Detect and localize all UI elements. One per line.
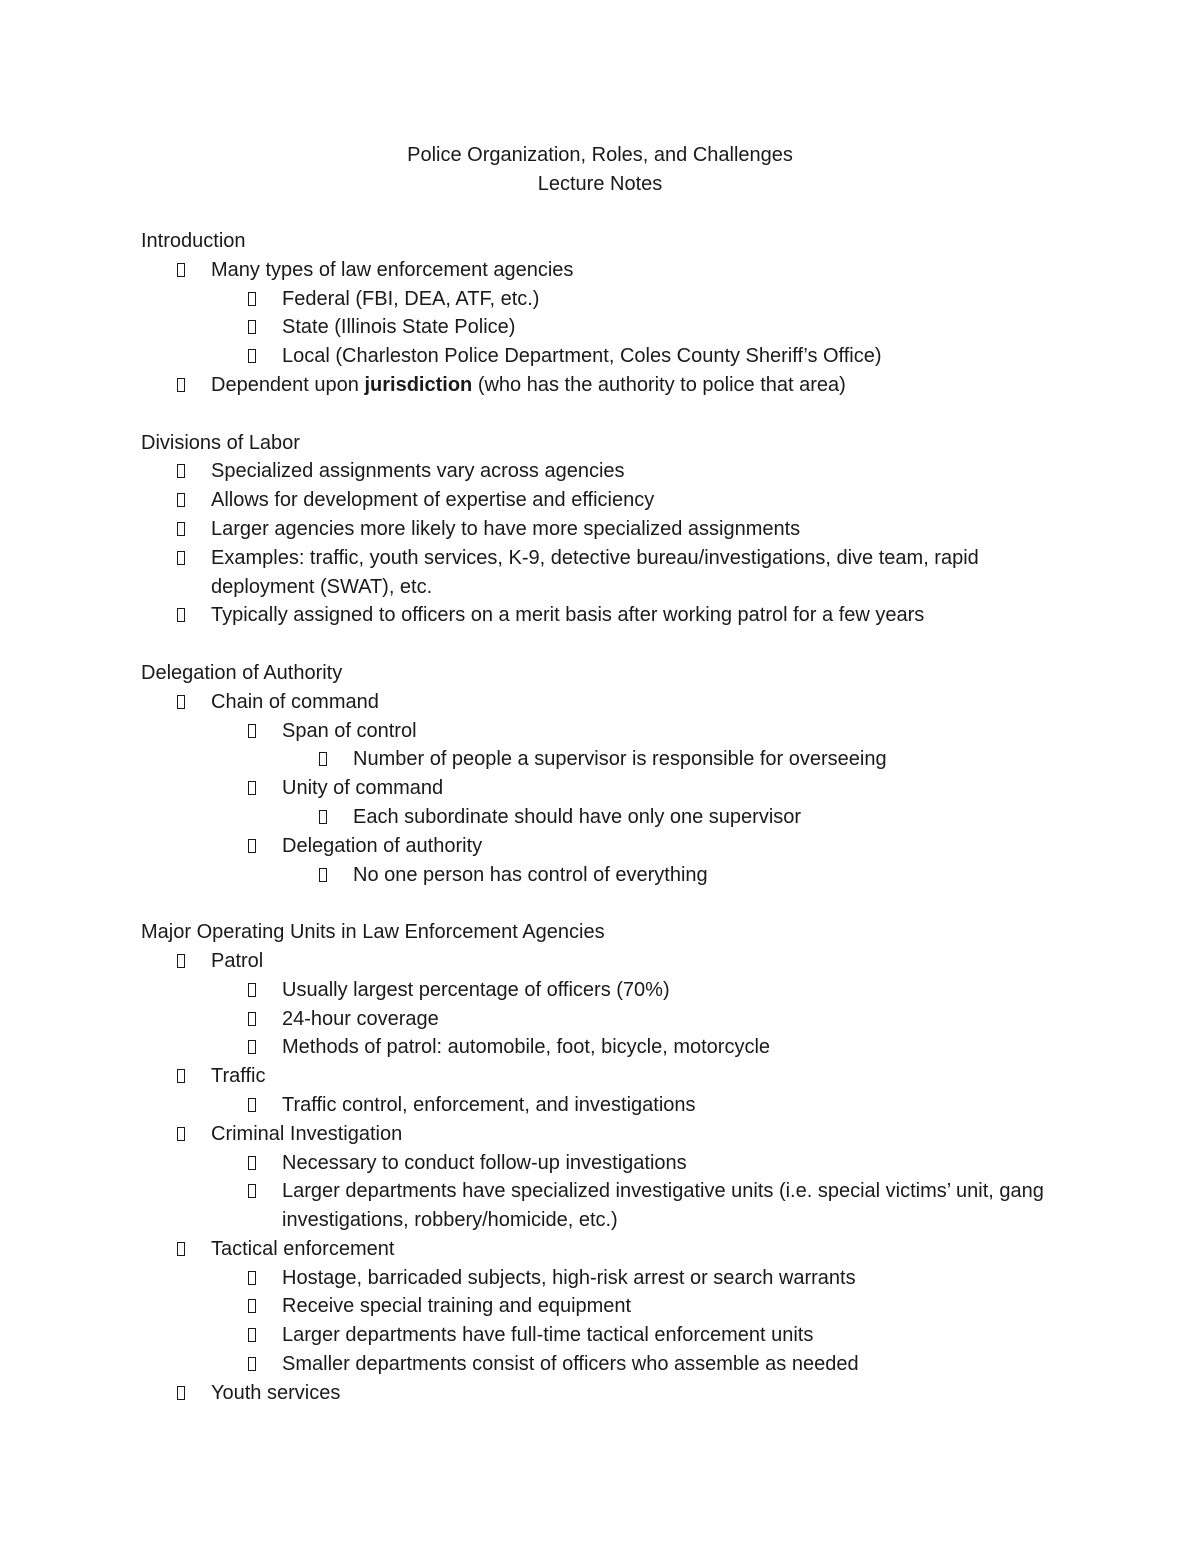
bullet-text: Local (Charleston Police Department, Coles County Sheriff’s Office): [282, 345, 882, 368]
bullet-item: [141, 1292, 1061, 1321]
bullet-item: [141, 1091, 1061, 1120]
bullet-icon: [248, 1040, 256, 1054]
bullet-text: Many types of law enforcement agencies: [211, 258, 574, 281]
bullet-icon: [177, 1386, 185, 1400]
document-title: Police Organization, Roles, and Challenges: [407, 144, 793, 166]
bullet-icon: [248, 1328, 256, 1342]
bullet-item: [141, 803, 1061, 832]
bullet-item: [141, 486, 1061, 515]
bullet-text: Youth services: [211, 1381, 341, 1404]
bullet-text: Dependent upon: [211, 373, 365, 396]
bullet-icon: [248, 292, 256, 306]
bullet-item: [141, 1149, 1061, 1178]
bullet-icon: [177, 493, 185, 507]
bullet-icon: [177, 522, 185, 536]
bullet-icon: [248, 1271, 256, 1285]
bullet-text: Larger departments have full-time tactical enforcement units: [282, 1324, 814, 1347]
bullet-item: [141, 256, 1061, 285]
bullet-icon: [177, 551, 185, 565]
section: [141, 227, 1061, 400]
bullet-text: Typically assigned to officers on a merit basis after working patrol for a few years: [211, 604, 925, 627]
bullet-item: [141, 1379, 1061, 1408]
bullet-text: Traffic control, enforcement, and investigations: [282, 1093, 696, 1116]
section-heading: Major Operating Units in Law Enforcement Agencies: [141, 921, 605, 944]
bullet-text: Criminal Investigation: [211, 1122, 403, 1145]
bullet-icon: [177, 695, 185, 709]
section: [141, 429, 1061, 631]
bullet-item: [141, 1350, 1061, 1379]
bullet-item: [141, 1264, 1061, 1293]
bullet-item: [141, 947, 1061, 976]
bullet-icon: [248, 983, 256, 997]
document-header: [0, 141, 1200, 199]
bullet-text: Delegation of authority: [282, 834, 483, 857]
bullet-icon: [248, 1098, 256, 1112]
bullet-icon: [248, 1012, 256, 1026]
bullet-icon: [248, 1299, 256, 1313]
bullet-text: Hostage, barricaded subjects, high-risk arrest or search warrants: [282, 1266, 856, 1289]
section-heading: Delegation of Authority: [141, 661, 343, 684]
bullet-icon: [248, 1184, 256, 1198]
bullet-item: [141, 1321, 1061, 1350]
bullet-icon: [177, 1242, 185, 1256]
bullet-text: Tactical enforcement: [211, 1237, 395, 1260]
bullet-icon: [177, 464, 185, 478]
bullet-item: [141, 1005, 1061, 1034]
bullet-icon: [248, 839, 256, 853]
bullet-text: Chain of command: [211, 690, 379, 713]
bullet-text: Federal (FBI, DEA, ATF, etc.): [282, 287, 540, 310]
bullet-text: Patrol: [211, 949, 264, 972]
bullet-item: [141, 371, 1061, 400]
bullet-item: [141, 774, 1061, 803]
bullet-item: [141, 861, 1061, 890]
bullet-icon: [319, 752, 327, 766]
bullet-item: [141, 285, 1061, 314]
document-subtitle: Lecture Notes: [537, 173, 663, 195]
bullet-item: [141, 976, 1061, 1005]
bullet-item: [141, 601, 1061, 630]
bullet-item: [141, 515, 1061, 544]
bullet-icon: [319, 868, 327, 882]
bold-term: jurisdiction: [364, 373, 473, 396]
bullet-icon: [248, 781, 256, 795]
bullet-icon: [248, 320, 256, 334]
bullet-item: [141, 457, 1061, 486]
bullet-text: Specialized assignments vary across agencies: [211, 460, 625, 483]
bullet-text: Larger agencies more likely to have more specialized assignments: [211, 517, 801, 540]
bullet-item: [141, 544, 1061, 602]
bullet-icon: [177, 1127, 185, 1141]
bullet-text: 24-hour coverage: [282, 1007, 439, 1030]
bullet-icon: [319, 810, 327, 824]
bullet-item: [141, 1120, 1061, 1149]
bullet-text: No one person has control of everything: [353, 863, 708, 886]
bullet-text: Examples: traffic, youth services, K-9, detective bureau/investigations, dive team, rapid deployment (SWAT), etc.: [211, 546, 979, 598]
bullet-text: State (Illinois State Police): [282, 316, 516, 339]
bullet-item: [141, 1177, 1061, 1235]
bullet-icon: [248, 1357, 256, 1371]
bullet-item: [141, 1062, 1061, 1091]
bullet-item: [141, 717, 1061, 746]
bullet-text: Number of people a supervisor is responsible for overseeing: [353, 748, 887, 771]
bullet-text: (who has the authority to police that area): [472, 373, 846, 396]
bullet-icon: [177, 1069, 185, 1083]
section: [141, 659, 1061, 889]
bullet-item: [141, 745, 1061, 774]
bullet-text: Smaller departments consist of officers who assemble as needed: [282, 1353, 859, 1376]
bullet-item: [141, 688, 1061, 717]
bullet-text: Larger departments have specialized investigative units (i.e. special victims’ unit, gang investigations, robbery/homicide, etc.): [282, 1180, 1044, 1232]
bullet-icon: [177, 954, 185, 968]
bullet-icon: [177, 263, 185, 277]
bullet-item: [141, 1033, 1061, 1062]
bullet-icon: [248, 349, 256, 363]
bullet-text: Necessary to conduct follow-up investigations: [282, 1151, 687, 1174]
bullet-text: Unity of command: [282, 777, 444, 800]
section: [141, 918, 1061, 1408]
bullet-text: Traffic: [211, 1065, 266, 1088]
bullet-icon: [177, 378, 185, 392]
bullet-text: Usually largest percentage of officers (70%): [282, 978, 670, 1001]
document-body: [141, 227, 1061, 1436]
bullet-icon: [248, 724, 256, 738]
bullet-text: Receive special training and equipment: [282, 1295, 632, 1318]
bullet-text: Allows for development of expertise and efficiency: [211, 489, 655, 512]
bullet-text: Span of control: [282, 719, 417, 742]
bullet-icon: [177, 608, 185, 622]
bullet-text: Each subordinate should have only one supervisor: [353, 805, 802, 828]
bullet-text: Methods of patrol: automobile, foot, bicycle, motorcycle: [282, 1036, 771, 1059]
section-heading: Introduction: [141, 230, 246, 252]
section-heading: Divisions of Labor: [141, 431, 300, 454]
bullet-item: [141, 342, 1061, 371]
bullet-item: [141, 832, 1061, 861]
bullet-icon: [248, 1156, 256, 1170]
bullet-item: [141, 1235, 1061, 1264]
bullet-item: [141, 313, 1061, 342]
